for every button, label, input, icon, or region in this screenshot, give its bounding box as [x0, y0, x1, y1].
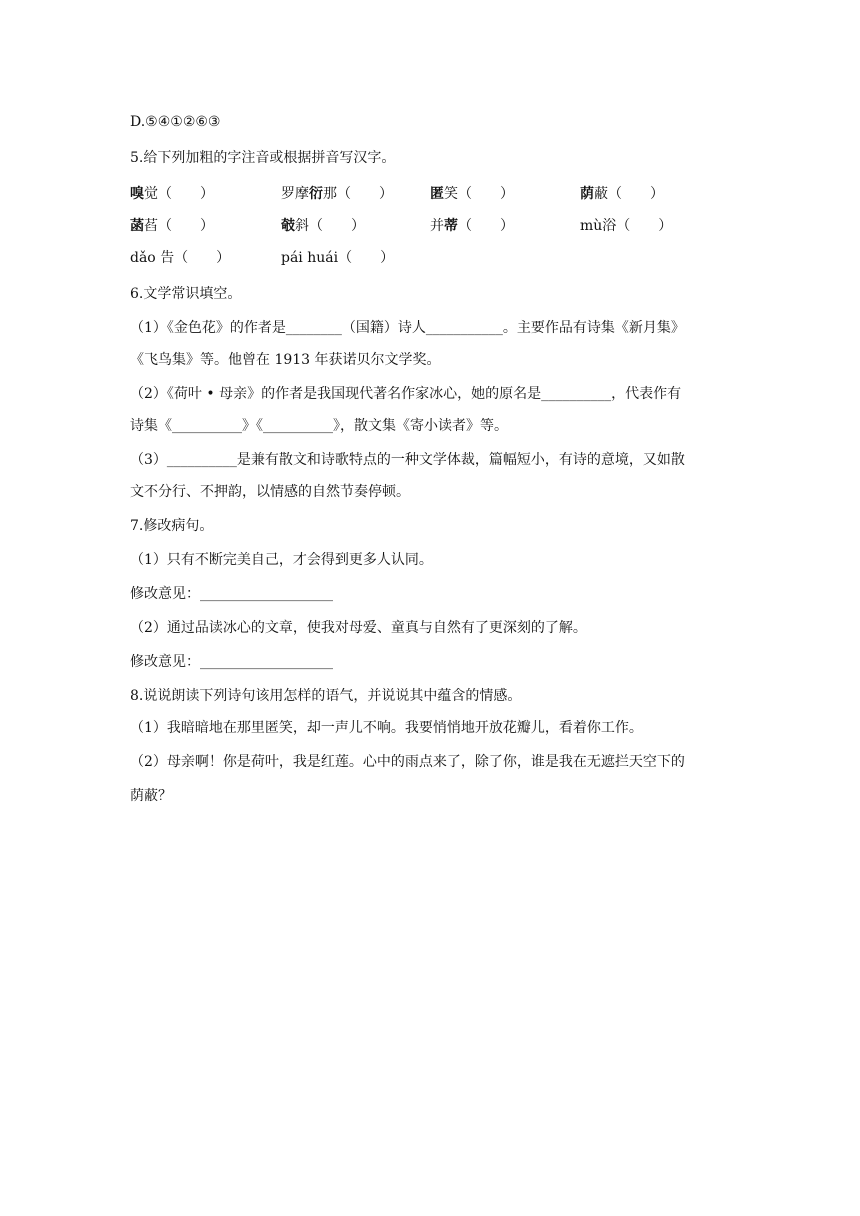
q6-title: 6.文学常识填空。	[130, 286, 242, 302]
q7-sentence-1: （1）只有不断完美自己，才会得到更多人认同。	[130, 552, 433, 568]
q8-sentence-1: （1）我暗暗地在那里匿笑，却一声儿不响。我要悄悄地开放花瓣儿，看着你工作。	[130, 720, 643, 736]
q6-p1-line2: 《飞鸟集》等。他曾在 1913 年获诺贝尔文学奖。	[130, 352, 441, 368]
q7-sentence-2: （2）通过品读冰心的文章，使我对母爱、童真与自然有了更深刻的了解。	[130, 620, 587, 636]
q5-item-yanna: 罗摩衍那（ ）	[281, 186, 393, 202]
q5-item-yinbi: 荫蔽（ ）	[580, 186, 664, 202]
q4-option-d: D.⑤④①②⑥③	[130, 114, 221, 130]
q7-answer-2: 修改意见：___________________	[130, 654, 333, 670]
q7-answer-1: 修改意见：___________________	[130, 586, 333, 602]
q5-title: 5.给下列加粗的字注音或根据拼音写汉字。	[130, 150, 396, 166]
q8-sentence-2-line2: 荫蔽？	[130, 788, 172, 804]
q5-item-muyu: mù浴（ ）	[580, 218, 673, 234]
q8-title: 8.说说朗读下列诗句该用怎样的语气，并说说其中蕴含的情感。	[130, 688, 522, 704]
q5-item-nixiao: 匿笑（ ）	[430, 186, 514, 202]
q7-title: 7.修改病句。	[130, 518, 214, 534]
q6-p3-line1: （3）__________是兼有散文和诗歌特点的一种文学体裁，篇幅短小，有诗的意境，又如散	[130, 452, 685, 468]
q6-p3-line2: 文不分行、不押韵，以情感的自然节奏停顿。	[130, 484, 410, 500]
q5-item-bingdi: 并蒂（ ）	[430, 218, 514, 234]
q5-item-handan: 菡萏（ ）	[130, 218, 214, 234]
q6-p1-line1: （1）《金色花》的作者是________（国籍）诗人___________。主要作品有诗集《新月集》	[130, 320, 685, 336]
q5-item-qixie: 攲斜（ ）	[281, 218, 365, 234]
q8-sentence-2-line1: （2）母亲啊！你是荷叶，我是红莲。心中的雨点来了，除了你，谁是我在无遮拦天空下的	[130, 754, 685, 770]
q6-p2-line2: 诗集《__________》《__________》，散文集《寄小读者》等。	[130, 418, 508, 434]
q5-item-paihuai: pái huái（ ）	[281, 250, 395, 266]
q6-p2-line1: （2）《荷叶 • 母亲》的作者是我国现代著名作家冰心，她的原名是__________，代表作有	[130, 386, 682, 402]
q5-item-xiujue: 嗅觉（ ）	[130, 186, 214, 202]
q5-item-daogao: dǎo 告（ ）	[130, 250, 231, 266]
